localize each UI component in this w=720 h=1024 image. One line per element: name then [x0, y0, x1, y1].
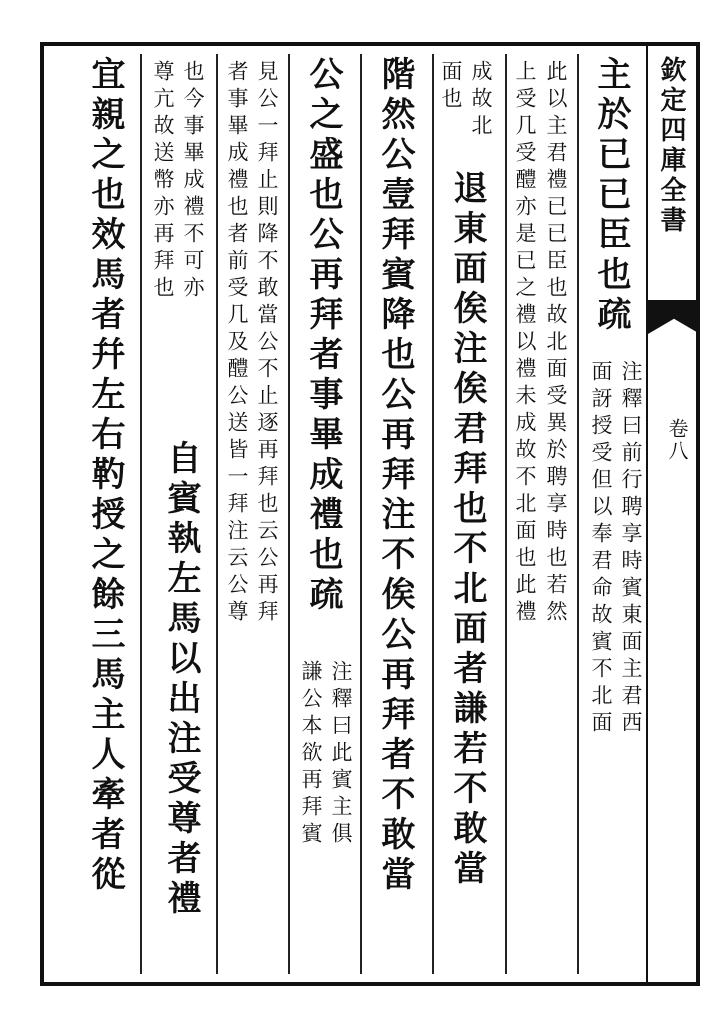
column-6-note-left [226, 60, 247, 980]
column-6-note-right [256, 60, 277, 980]
main-text: 退東面俟注俟君拜也不北面者謙若不敢當 [447, 170, 487, 890]
column-3-main-text [446, 170, 488, 970]
commentary-text: 此以主君禮已已臣也故北面受異於聘享時也若然 [544, 60, 568, 627]
column-rule [505, 54, 507, 974]
commentary-text: 上受几受醴亦是已之禮以禮未成故不北面也此禮 [513, 60, 537, 627]
column-rule [216, 54, 218, 974]
commentary-text: 者事畢成禮也者前受几及醴公送皆一拜注云公尊 [225, 60, 249, 627]
column-7-note-left [152, 60, 173, 450]
commentary-text: 謙公本欲再拜賓 [299, 660, 323, 849]
commentary-text: 面訝授受但以奉君命故賓不北面 [589, 360, 613, 738]
column-5-main-text [302, 56, 344, 656]
main-text: 宜親之也效馬者幷左右靮授之餘三馬主人牽者從 [85, 56, 125, 896]
column-rule [432, 54, 434, 974]
column-1-main-text [590, 56, 632, 356]
column-rule [288, 54, 290, 974]
column-1-note-left [590, 360, 611, 960]
column-rule [577, 54, 579, 974]
main-text: 階然公壹拜賓降也公再拜注不俟公再拜者不敢當 [375, 56, 415, 896]
column-rule [140, 54, 142, 974]
margin-divider [646, 46, 648, 982]
column-3-note-left [440, 60, 461, 180]
column-7-note-right [182, 60, 203, 450]
column-8-main-text [84, 56, 126, 976]
main-text: 主於已已臣也疏 [591, 56, 631, 336]
column-1-note-right [620, 360, 641, 960]
commentary-text: 尊亢故送幣亦再拜也 [151, 60, 175, 303]
main-text: 自賓執左馬以出注受尊者禮 [161, 440, 201, 920]
commentary-text: 注釋曰此賓主俱 [329, 660, 353, 849]
book-title: 欽定四庫全書 [656, 56, 686, 236]
column-rule [360, 54, 362, 974]
column-3-note-right [470, 60, 491, 180]
commentary-text: 見公一拜止則降不敢當公不止逐再拜也云公再拜 [255, 60, 279, 627]
column-2-note-right [545, 60, 566, 980]
commentary-text: 面也 [439, 60, 463, 114]
column-5-note-left [300, 660, 321, 960]
main-text: 公之盛也公再拜者事畢成禮也疏 [303, 56, 343, 616]
column-4-main-text [374, 56, 416, 976]
column-5-note-right [330, 660, 351, 960]
commentary-text: 注釋曰前行聘享時賓東面主君西 [619, 360, 643, 738]
commentary-text: 也今事畢成禮不可亦 [181, 60, 205, 303]
column-2-note-left [514, 60, 535, 980]
commentary-text: 成故北 [469, 60, 493, 141]
column-7-main-text [160, 440, 202, 970]
volume-label: 卷八 [665, 418, 689, 462]
